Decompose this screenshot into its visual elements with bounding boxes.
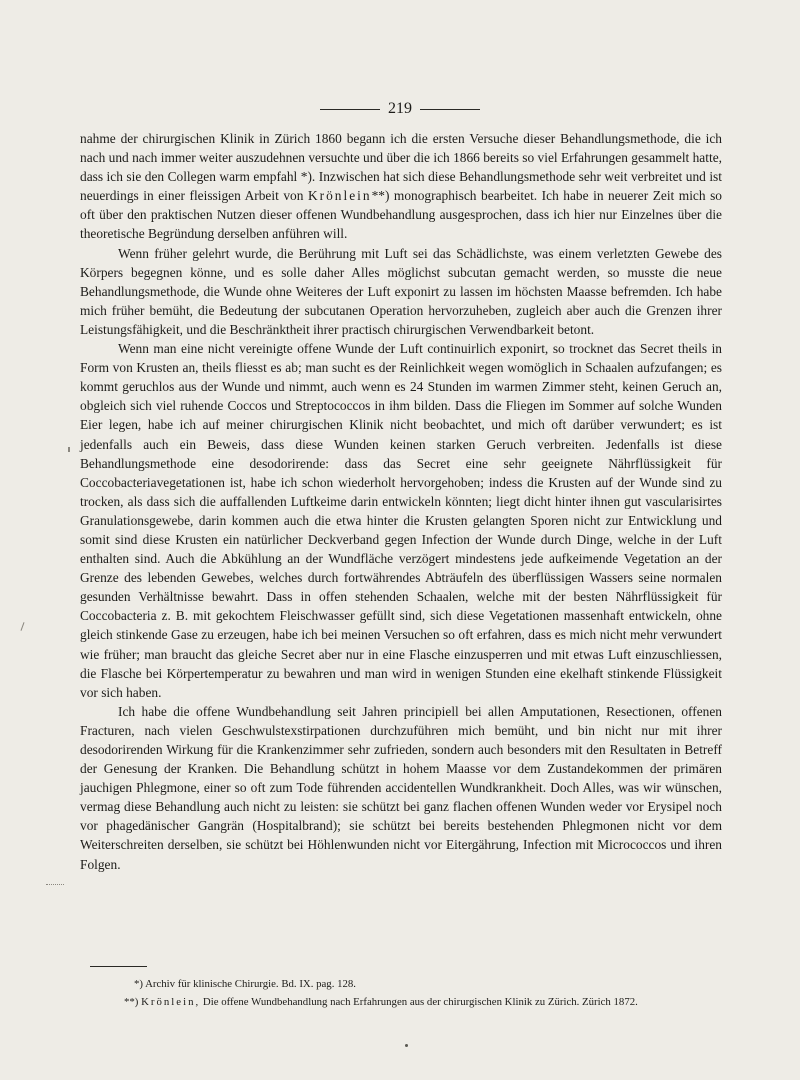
margin-speck	[68, 447, 70, 452]
paragraph-2: Wenn früher gelehrt wurde, die Berührung mit Luft sei das Schädlichste, was einem verletzten Gewebe des Körpers begegnen könne, und es solle daher Alles möglichst subcutan gemacht werden, so musste die neue Behandlungsmethode, die Wunde ohne Weiteres der Luft exponirt zu lassen im höchsten Maasse befremden. Ich habe mich früher bemüht, die Bedeutung der subcutanen Operation hervorzuheben, zugleich aber auch die Grenzen ihrer Leistungsfähigkeit, und die Beschränktheit ihrer practisch chirurgischen Verwendbarkeit betont.	[80, 245, 722, 337]
author-name-kroenlein: Krönlein	[307, 188, 372, 204]
header-rule-left	[320, 109, 380, 110]
paragraph-1-text-cont: **) monographisch bearbeitet. Ich habe in neuerer Zeit mich so oft über den praktischen Nutzen dieser offenen Wundbehandlung ausgesprochen, dass ich hier nur Einzelnes über die theoretische Begründung derselben anführen will.	[80, 188, 722, 242]
paragraph-1	[80, 129, 722, 244]
paragraph-4: Ich habe die offene Wundbehandlung seit Jahren principiell bei allen Amputationen, Resectionen, offenen Fracturen, nach vielen Geschwulstexstirpationen durchzuführen mich bemüht, und bin nicht nur mit ihrer desodorirenden Wirkung für die Krankenzimmer sehr zufrieden, sondern auch besonders mit den Resultaten in Betreff der Genesung der Kranken. Die Behandlung schützt in hohem Maasse vor dem Zustandekommen der primären jauchigen Phlegmone, einer so oft zum Tode führenden accidentellen Wundkrankheit. Doch Alles, was wir wünschen, vermag diese Behandlung auch nicht zu leisten: sie schützt bei ganz flachen offenen Wunden weder vor Erysipel noch vor phagedänischer Gangrän (Hospitalbrand); sie schützt bei bereits bestehenden Phlegmonen nicht vor dem Weiterschreiten derselben, sie schützt bei Höhlenwunden nicht vor Eitergährung, Infection mit Micrococcos und ihren Folgen.	[80, 703, 722, 872]
footnote-rule	[90, 966, 147, 967]
margin-smudge	[46, 884, 64, 889]
margin-tick	[20, 622, 24, 631]
footnote-1: *) Archiv für klinische Chirurgie. Bd. IX. pag. 128.	[134, 978, 357, 990]
footnote-2-mark: **)	[124, 996, 139, 1008]
footnote-2-text: Die offene Wundbehandlung nach Erfahrungen aus der chirurgischen Klinik zu Zürich. Zürich 1872.	[202, 996, 638, 1008]
footnotes	[124, 975, 734, 1011]
footnote-2-author: Krönlein,	[141, 996, 201, 1008]
paragraph-3: Wenn man eine nicht vereinigte offene Wunde der Luft continuirlich exponirt, so trocknet das Secret theils in Form von Krusten an, theils fliesst es ab; man sucht es der Reinlichkeit wegen womöglich in Schaalen aufzufangen; es kommt geruchlos aus der Wunde und nimmt, auch wenn es 24 Stunden im warmen Zimmer steht, keinen Geruch an, obgleich sich viel ruhende Coccos und Streptococcos in ihm bilden. Dass die Fliegen im Sommer auf solche Wunden Eier legen, habe ich auf meiner chirurgischen Klinik nicht beobachtet, und mich oft darüber verwundert; es ist jedenfalls auch ein Beweis, dass diese Wunden keinen starken Geruch verbreiten. Jedenfalls ist diese Behandlungsmethode eine desodorirende: dass das Secret eine sehr geeignete Nährflüssigkeit für Coccobacteriavegetationen ist, habe ich schon wiederholt hervorgehoben; indess die Krusten auf der Wunde sind zu trocken, als dass sich die auffallenden Luftkeime darin entwickeln könnten; liegt dicht hinter ihnen gut vascularisirtes Granulationsgewebe, darin kommen auch die etwa hinter die Krusten gelangten Sporen nicht zur Entwicklung und somit sind diese Krusten ein natürlicher Deckverband gegen Infection der Wunde durch Dinge, welche in der Luft enthalten sind. Auch die Abkühlung an der Wundfläche verzögert mindestens jede aufkeimende Vegetation an der Grenze des lebenden Gewebes, welches durch fortwährendes Abträufeln des überflüssigen Wassers seine normalen gesunden Verhältnisse bewahrt. Dass in offen stehenden Schaalen, welche mit der besten Nährflüssigkeit für Coccobacteria z. B. mit gekochtem Fleischwasser gefüllt sind, sich diese Vegetationen massenhaft entwickeln, ohne gleich stinkende Gase zu erzeugen, habe ich bei meinen Versuchen so oft erfahren, dass es mich nicht mehr verwundert wie früher; man braucht das gleiche Secret aber nur in eine Flasche einzusperren und mit etwas Luft einzuschliessen, die Flasche bei Körpertemperatur zu bewahren und man wird in wenigen Stunden eine ekelhaft stinkende Flüssigkeit vor sich haben.	[80, 341, 722, 700]
page-header	[0, 100, 800, 118]
header-rule-right	[420, 109, 480, 110]
bottom-dot	[405, 1044, 408, 1047]
page-number: 219	[388, 100, 412, 117]
footnote-2	[124, 993, 734, 1011]
paragraph-1-text: nahme der chirurgischen Klinik in Zürich 1860 begann ich die ersten Versuche dieser Behandlungsmethode, die ich nach und nach immer weiter auszudehnen versuchte und über die ich 1866 bereits so viel Erfahrungen gesammelt hatte, dass ich sie den Collegen warm empfahl *). Inzwischen hat sich diese Behandlungsmethode sehr weit verbreitet und ist neuerdings in einer fleissigen Arbeit von	[80, 131, 722, 204]
body-text	[80, 129, 722, 874]
